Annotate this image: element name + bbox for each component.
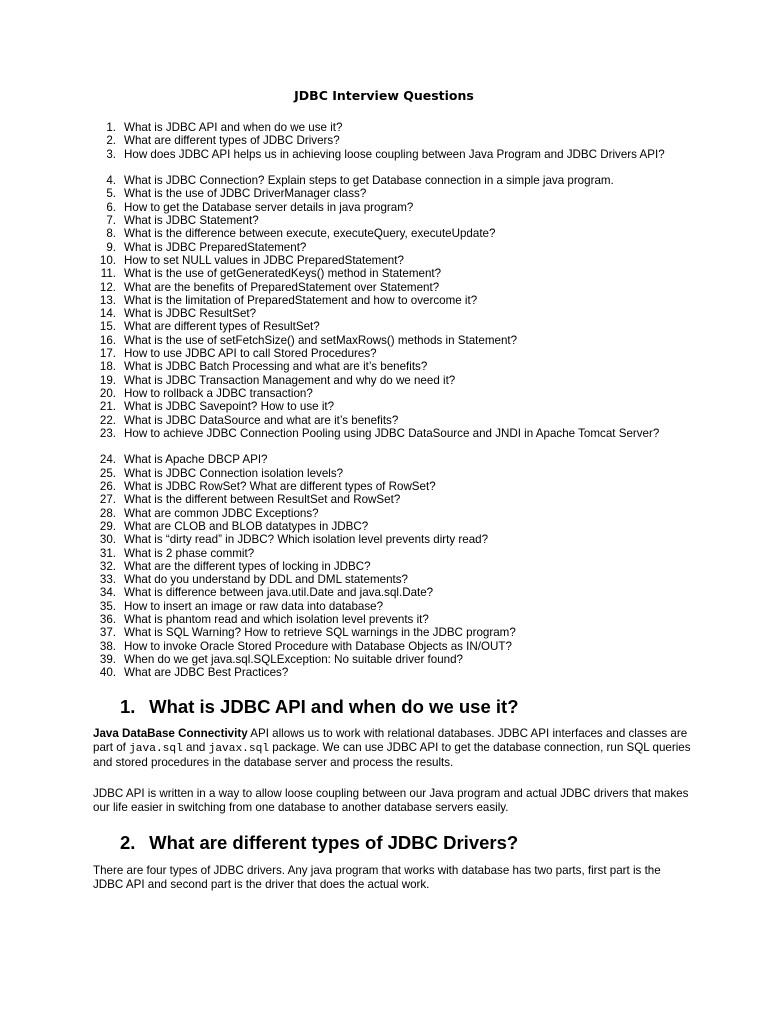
list-item-number: 24. [99,453,116,467]
list-item-number: 40. [99,666,116,680]
list-item-text: What is difference between java.util.Date and java.sql.Date? [124,586,434,600]
list-item-number: 18. [99,360,116,374]
list-item-number: 37. [99,626,116,640]
list-item-number: 27. [99,493,116,507]
list-item-number: 2. [106,134,116,148]
list-item-number: 32. [99,559,116,573]
list-item-text: What is JDBC DataSource and what are it’s benefits? [124,413,399,427]
list-item-number: 17. [99,347,116,361]
list-item-number: 34. [99,586,116,600]
list-item-number: 36. [99,612,116,626]
list-item-text: What is JDBC Statement? [124,214,259,228]
list-item-text: What is 2 phase commit? [124,546,255,560]
list-item-text: What is JDBC Connection isolation levels? [124,466,344,480]
list-item-number: 13. [99,293,116,307]
list-item-text: What are the benefits of PreparedStatement over Statement? [124,280,440,294]
list-item-text: What are JDBC Best Practices? [124,666,289,680]
section-1-heading [120,696,519,718]
list-item-text: What do you understand by DDL and DML statements? [124,573,408,587]
list-item-text: How to get the Database server details in java program? [124,200,414,214]
bold-term: Java DataBase Connectivity [93,727,248,740]
section-2-paragraph-1: There are four types of JDBC drivers. Any java program that works with database has two parts, first part is the JDBC API and second part is the driver that does the actual work. [93,864,661,891]
list-item-number: 7. [106,214,116,228]
list-item-number: 9. [106,240,116,254]
list-item-number: 33. [99,573,116,587]
list-item-text: How to set NULL values in JDBC PreparedStatement? [124,253,404,267]
list-item-text: How does JDBC API helps us in achieving loose coupling between Java Program and JDBC Drivers API? [124,147,665,161]
list-item-number: 21. [99,400,116,414]
list-item-text: What are common JDBC Exceptions? [124,506,319,520]
list-item-text: What is phantom read and which isolation level prevents it? [124,612,429,626]
list-item-number: 30. [99,533,116,547]
text-run: package. We can use JDBC API to get the database connection, run SQL queries and stored procedures in the database server and process the results. [93,740,691,769]
list-item-text: What is JDBC Batch Processing and what are it’s benefits? [124,360,428,374]
list-item-number: 35. [99,599,116,613]
list-item-text: When do we get java.sql.SQLException: No suitable driver found? [124,652,463,666]
list-item-text: How to rollback a JDBC transaction? [124,386,313,400]
list-item-number: 29. [99,519,116,533]
code-java-sql: java.sql [129,742,183,755]
list-item-text: What is JDBC RowSet? What are different types of RowSet? [124,480,436,494]
list-item-number: 39. [99,652,116,666]
list-item-number: 3. [106,147,116,161]
list-item-number: 5. [106,187,116,201]
list-item-number: 12. [99,280,116,294]
list-item-text: What are different types of JDBC Drivers? [124,134,340,148]
section-1-paragraph-1 [93,727,693,770]
list-item-number: 23. [99,426,116,440]
document-title: JDBC Interview Questions [294,88,474,103]
list-item-text: What is SQL Warning? How to retrieve SQL warnings in the JDBC program? [124,626,516,640]
list-item-text: What is JDBC Savepoint? How to use it? [124,400,335,414]
section-1-number: 1. [120,696,136,717]
list-item-text: What is the different between ResultSet and RowSet? [124,493,401,507]
list-item-number: 20. [99,386,116,400]
list-item-text: What is Apache DBCP API? [124,453,268,467]
text-run: API allows us to work with relational databases. JDBC API interfaces and classes are part of [93,727,688,754]
list-item-number: 16. [99,333,116,347]
list-item-number: 6. [106,200,116,214]
section-2-heading [120,832,518,854]
text-run: and [182,740,209,754]
list-item-text: How to use JDBC API to call Stored Procedures? [124,347,377,361]
list-item-text: How to achieve JDBC Connection Pooling using JDBC DataSource and JNDI in Apache Tomcat Server? [124,426,660,440]
list-item-text: What is JDBC Transaction Management and why do we need it? [124,373,456,387]
list-item-text: What is the difference between execute, executeQuery, executeUpdate? [124,227,496,241]
list-item-text: What is JDBC ResultSet? [124,307,257,321]
list-item-text: What are the different types of locking in JDBC? [124,559,371,573]
list-item-text: What is “dirty read” in JDBC? Which isolation level prevents dirty read? [124,533,489,547]
section-1-title: What is JDBC API and when do we use it? [149,696,519,717]
list-item-text: What is the use of getGeneratedKeys() method in Statement? [124,267,442,281]
section-2-title: What are different types of JDBC Drivers? [149,832,519,853]
list-item-number: 22. [99,413,116,427]
list-item-number: 11. [100,267,116,281]
list-item-number: 4. [106,174,116,188]
list-item-number: 14. [99,307,116,321]
list-item-text: How to insert an image or raw data into database? [124,599,384,613]
list-item-number: 8. [106,227,116,241]
list-item-text: How to invoke Oracle Stored Procedure with Database Objects as IN/OUT? [124,639,512,653]
list-item-number: 38. [99,639,116,653]
list-item-text: What are CLOB and BLOB datatypes in JDBC? [124,519,369,533]
list-item-text: What are different types of ResultSet? [124,320,320,334]
list-item-number: 1. [106,121,116,134]
list-item-text: What is the use of JDBC DriverManager class? [124,187,367,201]
section-1-paragraph-2: JDBC API is written in a way to allow loose coupling between our Java program and actual JDBC drivers that makes our life easier in switching from one database to another database servers easily. [93,787,689,814]
list-item-number: 26. [99,480,116,494]
list-item-number: 31. [99,546,116,560]
list-item-text: What is the use of setFetchSize() and setMaxRows() methods in Statement? [124,333,518,347]
list-item-number: 10. [99,253,116,267]
list-item-text: What is JDBC Connection? Explain steps to get Database connection in a simple java program. [124,174,614,188]
list-item-text: What is JDBC API and when do we use it? [124,121,343,134]
list-item-number: 19. [99,373,116,387]
list-item-number: 15. [99,320,116,334]
section-2-number: 2. [120,832,136,853]
list-item-text: What is JDBC PreparedStatement? [124,240,307,254]
code-javax-sql: javax.sql [208,742,270,755]
list-item-number: 25. [99,466,116,480]
list-item-number: 28. [99,506,116,520]
list-item-text: What is the limitation of PreparedStatement and how to overcome it? [124,293,478,307]
